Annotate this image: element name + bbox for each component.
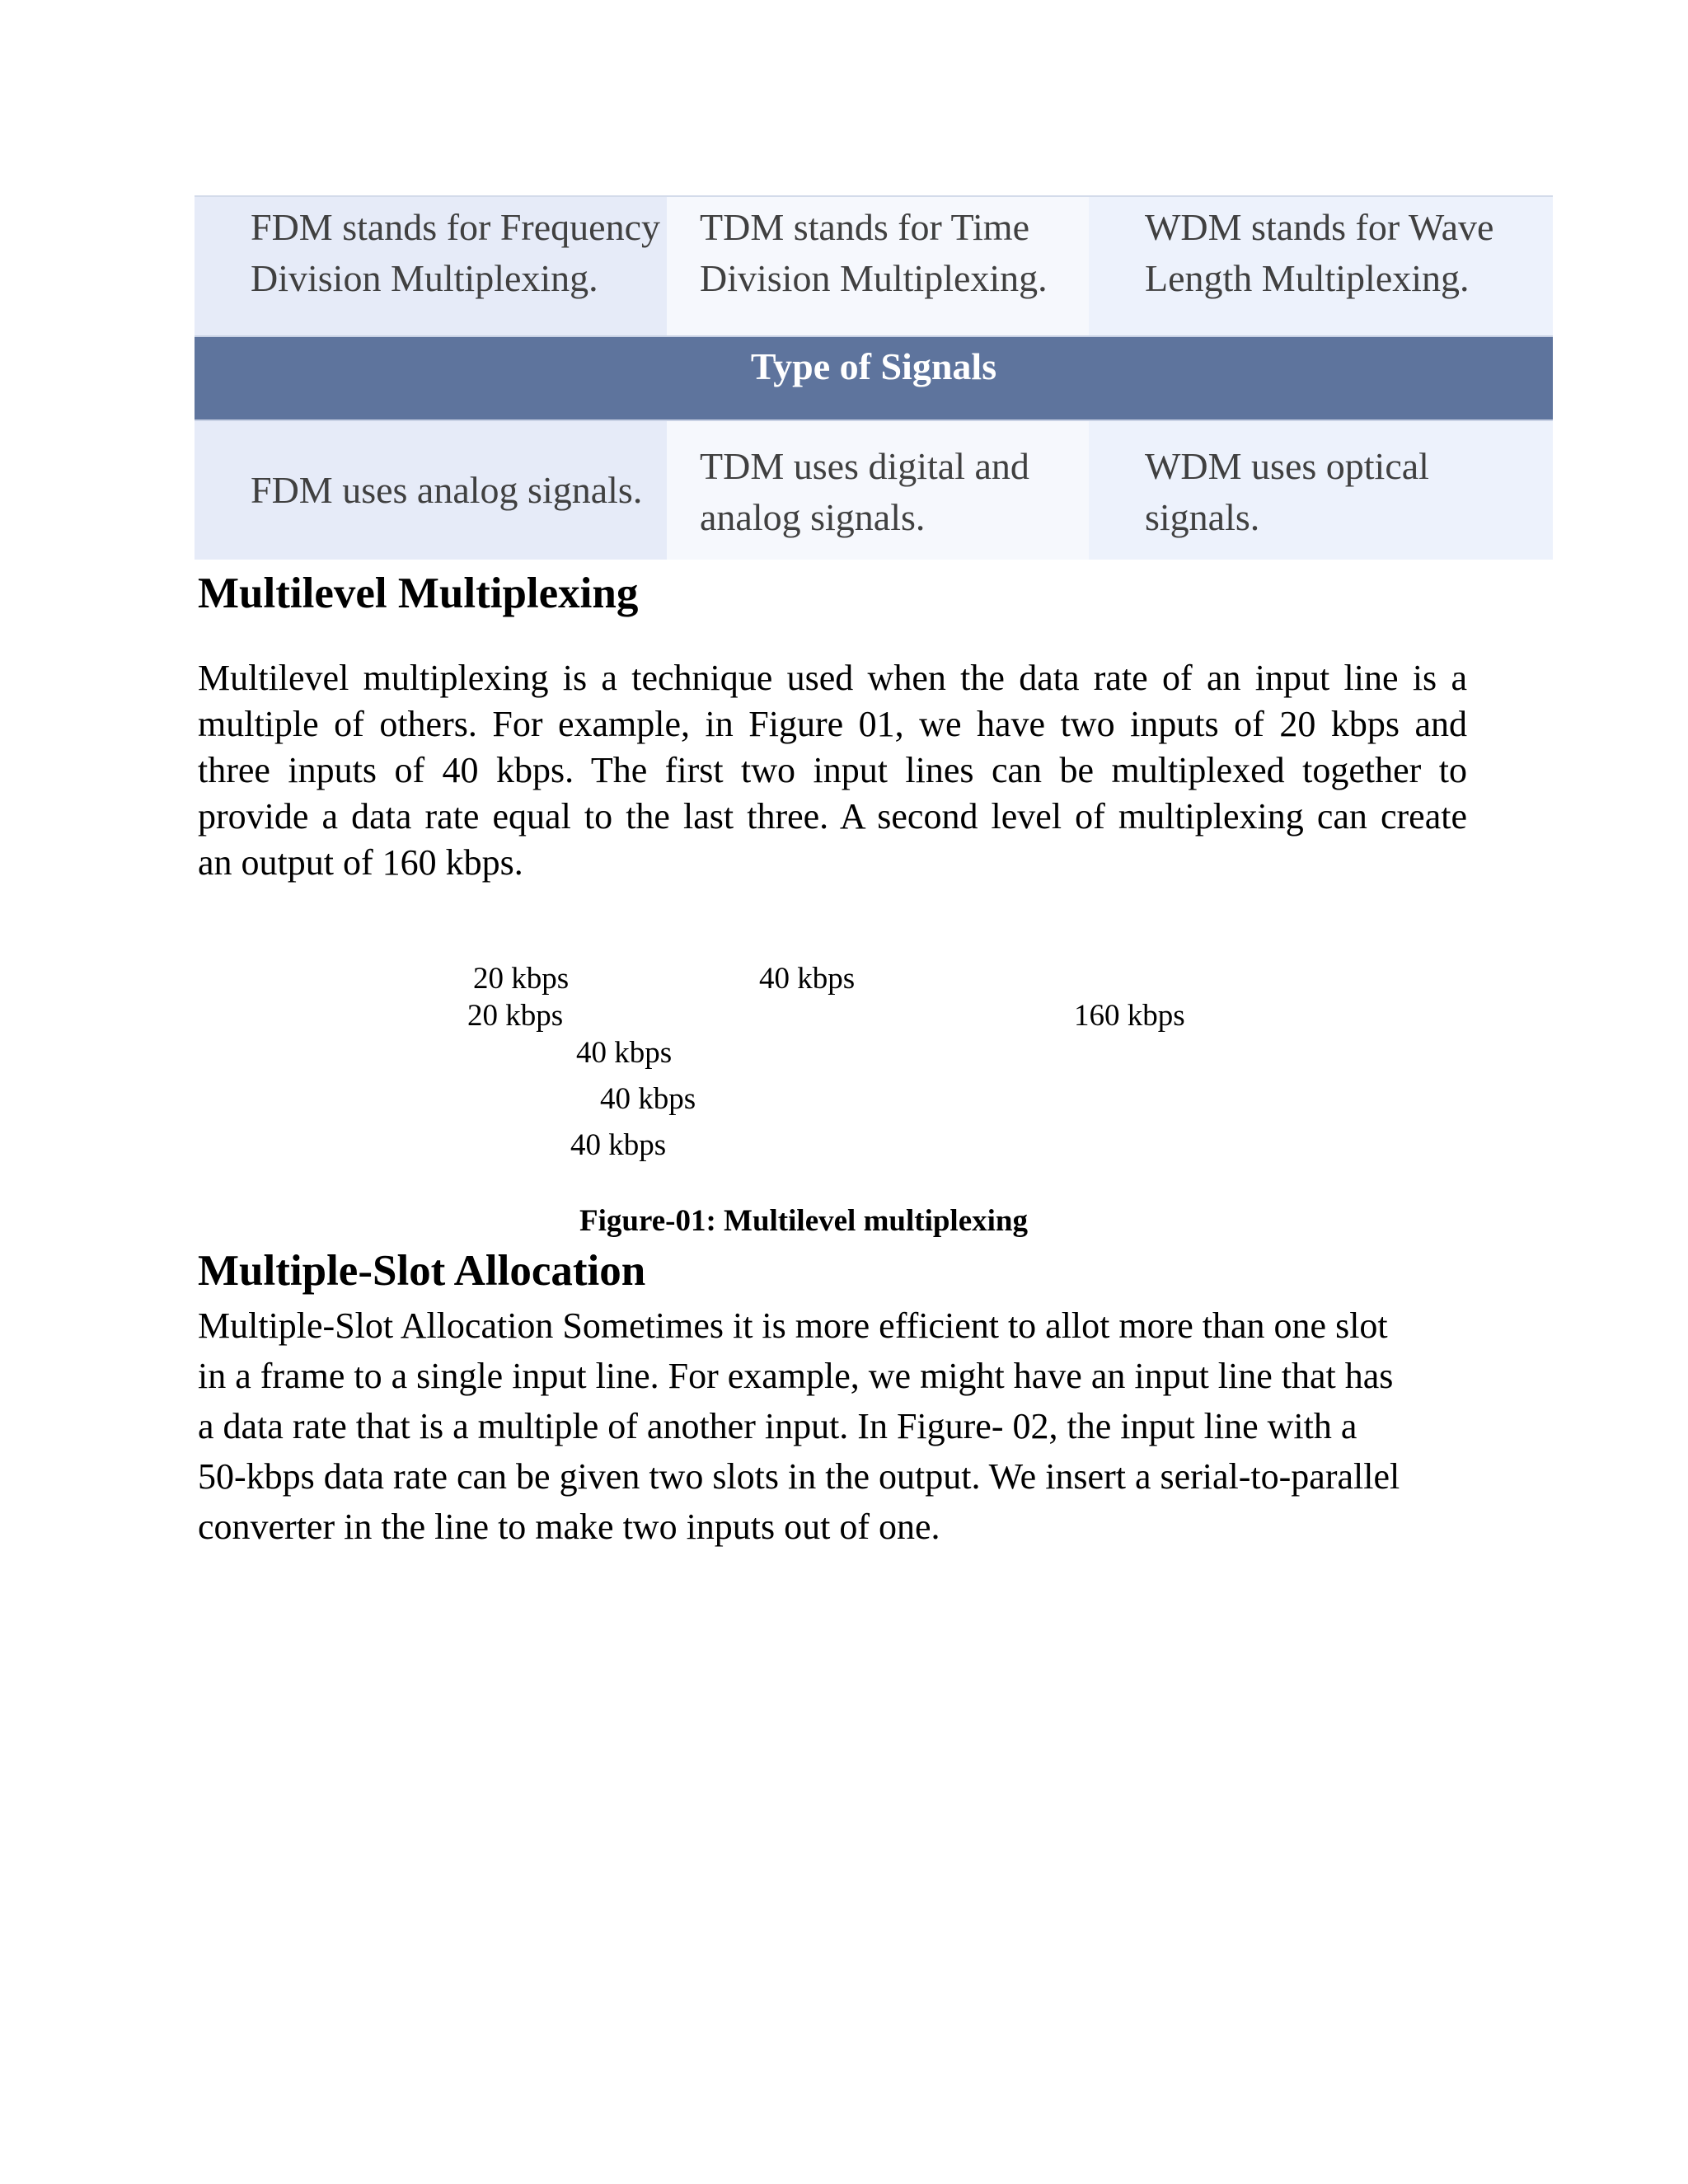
figure-label-input-40kbps: 40 kbps [576, 1036, 673, 1070]
figure-label-input-20kbps: 20 kbps [473, 962, 570, 996]
figure-label-input-40kbps: 40 kbps [570, 1128, 667, 1162]
comparison-table [195, 195, 1553, 560]
table-cell-wdm-definition: WDM stands for Wave Length Multiplexing. [1089, 197, 1553, 335]
figure-label-input-40kbps: 40 kbps [600, 1082, 696, 1116]
figure-label-intermediate-40kbps: 40 kbps [759, 962, 856, 996]
paragraph-multilevel: Multilevel multiplexing is a technique used when the data rate of an input line is a multiple of others. For example, in Figure 01, we have two inputs of 20 kbps and three inputs of 40 kbps. The first two input lines can be multiplexed together to provide a data rate equal to the last three. A second level of multiplexing can create an output of 160 kbps. [198, 658, 1467, 883]
section-heading-multilevel: Multilevel Multiplexing [198, 569, 639, 617]
section-heading-multiple-slot: Multiple-Slot Allocation [198, 1247, 646, 1295]
table-section-header: Type of Signals [195, 335, 1553, 421]
paragraph-multiple-slot: Multiple-Slot Allocation Sometimes it is more efficient to allot more than one slot in a frame to a single input line. For example, we might have an input line that has a data rate that is a multiple of another input. In Figure- 02, the input line with a 50-kbps data rate can be given two slots in the output. We insert a serial-to-parallel converter in the line to make two inputs out of one. [198, 1305, 1400, 1547]
table-cell-fdm-definition: FDM stands for Frequency Division Multiplexing. [195, 197, 667, 335]
figure-caption: Figure-01: Multilevel multiplexing [579, 1204, 1028, 1238]
table-row [195, 195, 1553, 335]
table-cell-fdm-signals: FDM uses analog signals. [195, 421, 667, 560]
table-cell-wdm-signals: WDM uses optical signals. [1089, 421, 1553, 560]
table-cell-tdm-signals: TDM uses digital and analog signals. [667, 421, 1089, 560]
table-cell-tdm-definition: TDM stands for Time Division Multiplexing. [667, 197, 1089, 335]
table-row [195, 421, 1553, 560]
figure-label-output-160kbps: 160 kbps [1074, 999, 1185, 1033]
figure-label-input-20kbps: 20 kbps [467, 999, 564, 1033]
